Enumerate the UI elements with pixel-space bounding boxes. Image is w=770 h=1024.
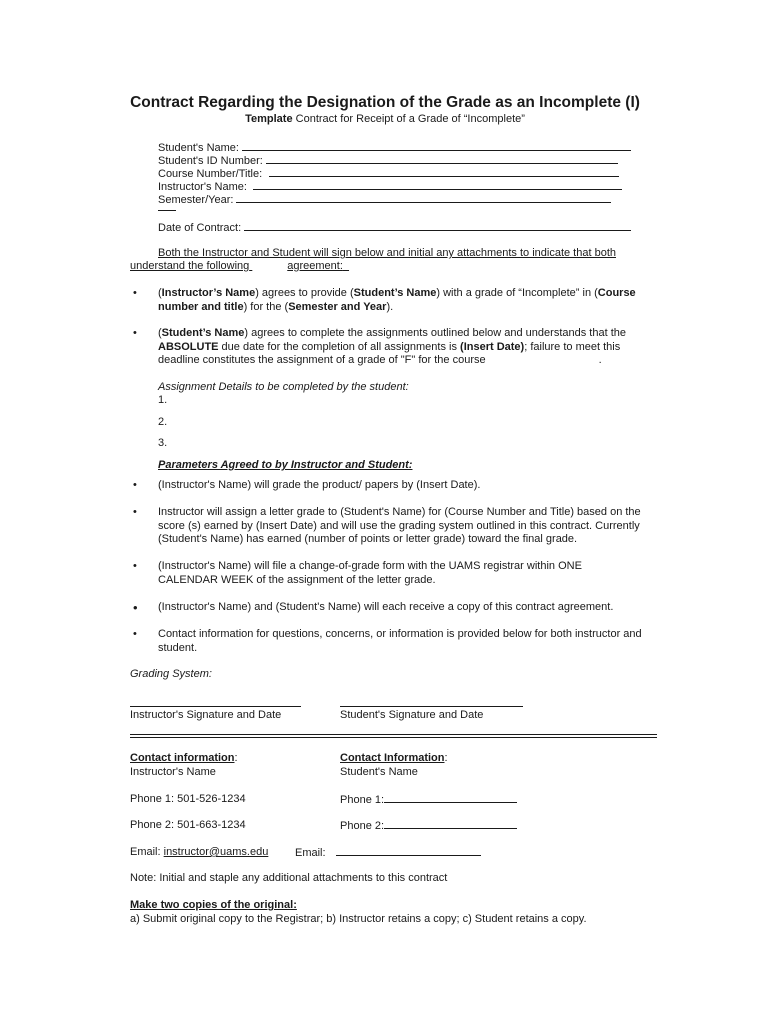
agreement-paragraph-1: (Instructor’s Name) agrees to provide (Student’s Name) with a grade of “Incomplete” in (Course number and title) for the (Semester and Year). — [158, 287, 636, 313]
instructor-signature-label: Instructor's Signature and Date — [130, 709, 282, 721]
instructor-signature-line — [130, 706, 301, 707]
copies-header: Make two copies of the original: — [130, 899, 297, 911]
bullet-icon: • — [133, 506, 137, 518]
agreement-intro-line2 — [130, 260, 349, 274]
instructor-email — [130, 846, 268, 860]
student-phone-1 — [340, 793, 517, 808]
email-label: Email: — [295, 847, 326, 859]
field-label: Student's Name: — [158, 142, 239, 154]
header-text: Contact information — [130, 752, 235, 764]
intro-text: understand the following — [130, 260, 250, 272]
copies-instructions: a) Submit original copy to the Registrar; b) Instructor retains a copy; c) Student retains a copy. — [130, 913, 587, 925]
bullet-icon: • — [133, 287, 137, 299]
parameter-item: (Instructor's Name) will file a change-of-grade form with the UAMS registrar within ONE CALENDAR WEEK of the assignment of the letter grade. — [158, 560, 582, 586]
intro-trail — [343, 260, 349, 272]
phone-label: Phone 1: — [340, 794, 385, 806]
grading-system-label: Grading System: — [130, 668, 212, 680]
parameter-item: (Instructor's Name) and (Student's Name) will each receive a copy of this contract agreement. — [158, 601, 614, 613]
blank-line — [336, 846, 481, 856]
bullet-icon: • — [133, 560, 137, 572]
parameter-item: Contact information for questions, concerns, or information is provided below for both instructor and student. — [158, 628, 642, 654]
field-label: Instructor's Name: — [158, 181, 247, 193]
student-signature-label: Student's Signature and Date — [340, 709, 484, 721]
agreement-intro-line1: Both the Instructor and Student will sign below and initial any attachments to indicate that both — [158, 247, 616, 259]
student-name: Student's Name — [340, 766, 418, 778]
assignment-item: 1. — [158, 394, 168, 406]
agreement-paragraph-2: (Student’s Name) agrees to complete the assignments outlined below and understands that the ABSOLUTE due date for the completion of all assignments is (Insert Date); failure to meet this deadline constitutes the assignment of a grade of "F" for the course . — [158, 327, 626, 366]
divider — [130, 734, 657, 735]
assignment-item: 3. — [158, 437, 168, 449]
parameter-item: (Instructor's Name) will grade the product/ papers by (Insert Date). — [158, 479, 481, 491]
blank-line — [384, 819, 517, 829]
parameters-header: Parameters Agreed to by Instructor and Student: — [158, 459, 413, 471]
field-label: Semester/Year: — [158, 194, 234, 206]
blank-line — [269, 167, 619, 177]
contact-right-header — [340, 752, 448, 766]
wrapped-blank-line — [158, 210, 176, 211]
subtitle-rest: Contract for Receipt of a Grade of “Incomplete” — [292, 113, 525, 125]
bullet-icon: • — [133, 600, 138, 615]
intro-text: agreement: — [287, 260, 343, 272]
blank-line — [266, 154, 618, 164]
assignment-header: Assignment Details to be completed by the student: — [158, 381, 409, 393]
field-semester — [158, 193, 611, 208]
header-colon: : — [234, 752, 238, 764]
student-email — [295, 846, 481, 861]
email-link[interactable]: instructor@uams.edu — [163, 846, 269, 858]
field-date — [158, 221, 631, 236]
bullet-icon: • — [133, 479, 137, 491]
attachment-note: Note: Initial and staple any additional attachments to this contract — [130, 872, 448, 884]
contact-left-header — [130, 752, 238, 766]
phone-label: Phone 2: — [340, 820, 385, 832]
subtitle-bold: Template — [245, 113, 293, 125]
student-signature-line — [340, 706, 523, 707]
field-label: Course Number/Title: — [158, 168, 263, 180]
bullet-icon: • — [133, 327, 137, 339]
field-label: Date of Contract: — [158, 222, 242, 234]
divider — [130, 737, 657, 738]
instructor-name: Instructor's Name — [130, 766, 216, 778]
blank-line — [253, 180, 622, 190]
blank-line — [244, 221, 631, 231]
student-phone-2 — [340, 819, 517, 834]
bullet-icon: • — [133, 628, 137, 640]
parameter-item: Instructor will assign a letter grade to (Student's Name) for (Course Number and Title) based on the score (s) earned by (Insert Date) and will use the grading system outlined in this contract. Currently (Student's Name) has earned (number of points or letter grade) toward the final grade. — [158, 506, 641, 545]
email-label: Email: — [130, 846, 164, 858]
blank-line — [242, 141, 631, 151]
assignment-item: 2. — [158, 416, 168, 428]
intro-gap — [249, 260, 287, 274]
blank-line — [384, 793, 517, 803]
document-title: Contract Regarding the Designation of the Grade as an Incomplete (I) — [130, 94, 640, 111]
header-colon: : — [444, 752, 448, 764]
blank-line — [236, 193, 611, 203]
field-label: Student's ID Number: — [158, 155, 263, 167]
header-text: Contact Information — [340, 752, 445, 764]
document-subtitle — [0, 113, 770, 125]
instructor-phone-1: Phone 1: 501-526-1234 — [130, 793, 246, 805]
instructor-phone-2: Phone 2: 501-663-1234 — [130, 819, 246, 831]
